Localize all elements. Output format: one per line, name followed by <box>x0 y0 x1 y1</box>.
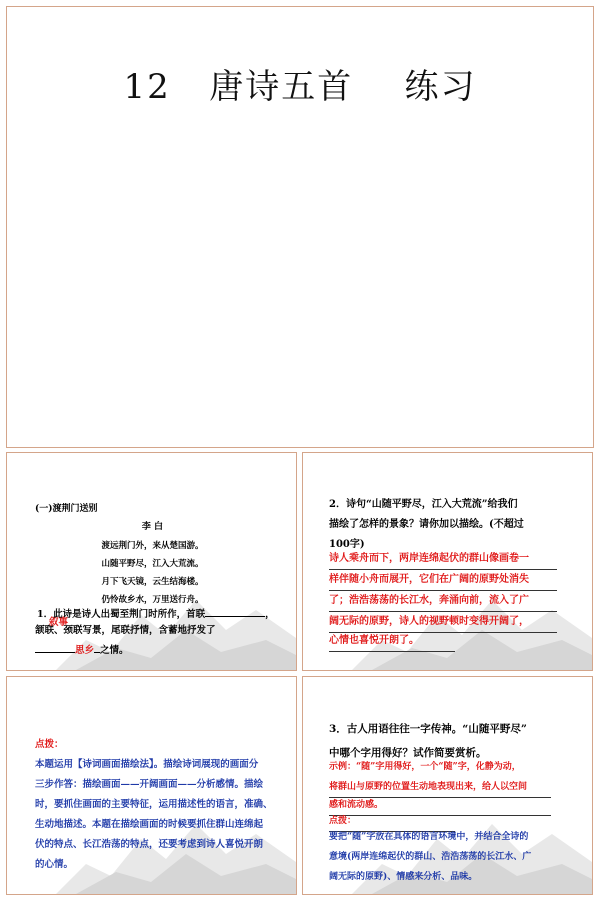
q1-text-b: ， <box>265 609 275 620</box>
answer-underline <box>329 651 455 652</box>
tip-line: 阔无际的原野)、情感来分析、品味。 <box>329 872 478 882</box>
answer-2-line: 诗人乘舟而下，两岸连绵起伏的群山像画卷一 <box>329 549 557 570</box>
slide-question-2 <box>302 452 593 671</box>
question-1-line-3 <box>35 640 129 661</box>
question-2-line: 2．诗句“山随平野尽，江入大荒流”给我们 <box>329 499 518 510</box>
slide-tip <box>6 676 297 895</box>
answer-2-line: 了；浩浩荡荡的长江水，奔涌向前，流入了广 <box>329 591 557 612</box>
slide-question-3 <box>302 676 593 895</box>
slide-title <box>6 6 594 448</box>
answer-homesick: 思乡 <box>75 645 95 656</box>
slide-poem <box>6 452 297 671</box>
poem-line: 仍怜故乡水，万里送行舟。 <box>101 595 204 605</box>
tip-line: 意境(两岸连绵起伏的群山、浩浩荡荡的长江水、广 <box>329 852 532 862</box>
tip-label: 点拨： <box>329 811 455 832</box>
question-1-line-2: 颔联、颈联写景，尾联抒情，含蓄地抒发了 <box>35 625 216 636</box>
poem-line: 山随平野尽，江入大荒流。 <box>101 559 204 569</box>
tip-line: 的心情。 <box>35 859 74 870</box>
q1-text-a: 1．此诗是诗人出蜀至荆门时所作，首联 <box>37 609 206 620</box>
tip-label: 点拨： <box>35 739 64 750</box>
tip-line: 三步作答：描绘画面——开阔画面——分析感情。描绘 <box>35 779 264 790</box>
page-title: 12 唐诗五首 练习 <box>123 67 477 107</box>
tip-line: 伏的特点、长江浩荡的特点，还要考虑到诗人喜悦开朗 <box>35 839 264 850</box>
q1-text-d: 之情。 <box>100 645 129 656</box>
poem-author: 李 白 <box>141 522 164 532</box>
answer-2-line: 心情也喜悦开朗了。 <box>329 635 419 646</box>
tip-line: 生动地描述。本题在描绘画面的时候要抓住群山连绵起 <box>35 819 264 830</box>
question-3-line: 中哪个字用得好？试作简要赏析。 <box>329 747 487 759</box>
question-2-line: 100字) <box>329 539 365 550</box>
answer-3-line: 将群山与原野的位置生动地表现出来，给人以空间 <box>329 777 551 798</box>
poem-line: 月下飞天镜，云生结海楼。 <box>101 577 204 587</box>
answer-2-line: 阔无际的原野，诗人的视野顿时变得开阔了， <box>329 612 557 633</box>
question-3-line: 3．古人用语往往一字传神。“山随平野尽” <box>329 723 527 735</box>
poem-line: 渡远荆门外，来从楚国游。 <box>101 541 204 551</box>
answer-3-line: 示例：“随”字用得好，一个“随”字，化静为动， <box>329 762 521 772</box>
tip-line: 要把“随”字放在具体的语言环境中，并结合全诗的 <box>329 832 529 842</box>
answer-narrative: 叙事 <box>49 617 69 628</box>
answer-2-line: 样伴随小舟而展开，它们在广阔的原野处消失 <box>329 570 557 591</box>
section-heading: (一)渡荆门送别 <box>35 504 98 514</box>
question-2-line: 描绘了怎样的景象？请你加以描绘。(不超过 <box>329 519 524 530</box>
tip-line: 时，要抓住画面的主要特征，运用描述性的语言，准确、 <box>35 799 273 810</box>
tip-line: 本题运用【诗词画面描绘法】。描绘诗词展现的画面分 <box>35 759 259 770</box>
answer-3-line: 感和流动感。 <box>329 795 551 816</box>
